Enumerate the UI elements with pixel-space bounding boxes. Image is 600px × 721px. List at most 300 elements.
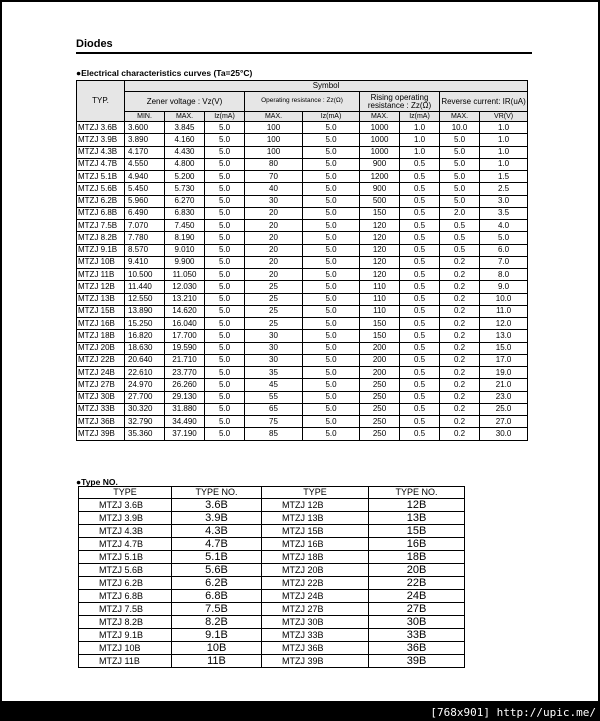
type-model-cell: MTZJ 22B bbox=[262, 577, 369, 590]
type-model-cell: MTZJ 5.6B bbox=[79, 564, 172, 577]
type-model-cell: MTZJ 9.1B bbox=[79, 629, 172, 642]
value-cell: 30 bbox=[245, 330, 303, 342]
value-cell: 26.260 bbox=[165, 379, 205, 391]
value-cell: 0.5 bbox=[440, 244, 480, 256]
table-row bbox=[77, 342, 528, 354]
type-number-cell: 22B bbox=[369, 577, 465, 590]
model-cell: MTZJ 3.9B bbox=[77, 134, 125, 146]
value-cell: 1200 bbox=[360, 171, 400, 183]
value-cell: 0.5 bbox=[400, 158, 440, 170]
sub-header: MAX. bbox=[165, 112, 205, 122]
value-cell: 5.0 bbox=[205, 305, 245, 317]
value-cell: 7.070 bbox=[125, 220, 165, 232]
model-cell: MTZJ 18B bbox=[77, 330, 125, 342]
type-number-cell: 11B bbox=[172, 655, 262, 668]
value-cell: 100 bbox=[245, 134, 303, 146]
value-cell: 9.0 bbox=[480, 281, 528, 293]
table-row bbox=[77, 416, 528, 428]
value-cell: 5.0 bbox=[205, 330, 245, 342]
value-cell: 500 bbox=[360, 195, 400, 207]
value-cell: 5.0 bbox=[303, 293, 360, 305]
value-cell: 5.0 bbox=[303, 305, 360, 317]
table-row bbox=[79, 577, 465, 590]
type-number-cell: 12B bbox=[369, 499, 465, 512]
value-cell: 5.0 bbox=[205, 244, 245, 256]
value-cell: 5.0 bbox=[205, 318, 245, 330]
value-cell: 5.0 bbox=[303, 195, 360, 207]
value-cell: 30 bbox=[245, 342, 303, 354]
value-cell: 200 bbox=[360, 342, 400, 354]
value-cell: 3.0 bbox=[480, 195, 528, 207]
value-cell: 250 bbox=[360, 403, 400, 415]
value-cell: 0.5 bbox=[400, 281, 440, 293]
value-cell: 5.0 bbox=[205, 195, 245, 207]
value-cell: 17.700 bbox=[165, 330, 205, 342]
sub-header: Iz(mA) bbox=[400, 112, 440, 122]
value-cell: 5.0 bbox=[205, 158, 245, 170]
value-cell: 5.730 bbox=[165, 183, 205, 195]
table-row bbox=[77, 158, 528, 170]
value-cell: 5.0 bbox=[440, 183, 480, 195]
value-cell: 5.0 bbox=[205, 146, 245, 158]
table-row bbox=[77, 183, 528, 195]
header-rule bbox=[76, 52, 532, 54]
value-cell: 110 bbox=[360, 305, 400, 317]
value-cell: 8.570 bbox=[125, 244, 165, 256]
table-row bbox=[79, 616, 465, 629]
type-model-cell: MTZJ 16B bbox=[262, 538, 369, 551]
value-cell: 23.0 bbox=[480, 391, 528, 403]
type-model-cell: MTZJ 7.5B bbox=[79, 603, 172, 616]
value-cell: 5.0 bbox=[440, 195, 480, 207]
value-cell: 5.0 bbox=[303, 416, 360, 428]
value-cell: 0.5 bbox=[400, 183, 440, 195]
type-model-cell: MTZJ 24B bbox=[262, 590, 369, 603]
value-cell: 29.130 bbox=[165, 391, 205, 403]
value-cell: 250 bbox=[360, 428, 400, 440]
type-no-header: TYPE NO. bbox=[172, 487, 262, 499]
value-cell: 34.490 bbox=[165, 416, 205, 428]
type-number-cell: 18B bbox=[369, 551, 465, 564]
type-model-cell: MTZJ 33B bbox=[262, 629, 369, 642]
value-cell: 0.5 bbox=[400, 244, 440, 256]
type-model-cell: MTZJ 6.8B bbox=[79, 590, 172, 603]
value-cell: 20 bbox=[245, 220, 303, 232]
type-number-cell: 16B bbox=[369, 538, 465, 551]
value-cell: 5.0 bbox=[303, 244, 360, 256]
value-cell: 1.0 bbox=[480, 158, 528, 170]
type-number-cell: 3.9B bbox=[172, 512, 262, 525]
value-cell: 5.0 bbox=[303, 403, 360, 415]
value-cell: 0.2 bbox=[440, 330, 480, 342]
type-model-cell: MTZJ 8.2B bbox=[79, 616, 172, 629]
type-number-cell: 33B bbox=[369, 629, 465, 642]
value-cell: 15.0 bbox=[480, 342, 528, 354]
value-cell: 5.0 bbox=[440, 171, 480, 183]
value-cell: 5.0 bbox=[205, 281, 245, 293]
table-row bbox=[79, 538, 465, 551]
type-model-cell: MTZJ 27B bbox=[262, 603, 369, 616]
value-cell: 25.0 bbox=[480, 403, 528, 415]
watermark-label: [768x901] http://upic.me/ bbox=[430, 706, 596, 719]
value-cell: 25 bbox=[245, 318, 303, 330]
value-cell: 0.5 bbox=[400, 330, 440, 342]
model-cell: MTZJ 15B bbox=[77, 305, 125, 317]
model-cell: MTZJ 33B bbox=[77, 403, 125, 415]
model-cell: MTZJ 20B bbox=[77, 342, 125, 354]
value-cell: 5.0 bbox=[440, 146, 480, 158]
value-cell: 12.0 bbox=[480, 318, 528, 330]
type-number-cell: 3.6B bbox=[172, 499, 262, 512]
value-cell: 8.0 bbox=[480, 269, 528, 281]
type-number-table bbox=[78, 486, 465, 668]
sub-header: MAX. bbox=[440, 112, 480, 122]
value-cell: 3.600 bbox=[125, 122, 165, 134]
value-cell: 0.5 bbox=[400, 293, 440, 305]
value-cell: 0.5 bbox=[400, 367, 440, 379]
datasheet-page bbox=[2, 2, 598, 701]
value-cell: 20 bbox=[245, 269, 303, 281]
value-cell: 120 bbox=[360, 232, 400, 244]
value-cell: 2.0 bbox=[440, 207, 480, 219]
value-cell: 5.0 bbox=[303, 183, 360, 195]
value-cell: 1.0 bbox=[400, 122, 440, 134]
type-number-cell: 5.6B bbox=[172, 564, 262, 577]
characteristics-title: ●Electrical characteristics curves (Ta=25°C) bbox=[76, 68, 253, 78]
type-header: TYPE bbox=[79, 487, 172, 499]
value-cell: 0.2 bbox=[440, 391, 480, 403]
value-cell: 0.2 bbox=[440, 269, 480, 281]
type-model-cell: MTZJ 4.7B bbox=[79, 538, 172, 551]
value-cell: 0.5 bbox=[440, 220, 480, 232]
value-cell: 3.5 bbox=[480, 207, 528, 219]
sub-header: MAX. bbox=[245, 112, 303, 122]
value-cell: 4.160 bbox=[165, 134, 205, 146]
type-model-cell: MTZJ 3.9B bbox=[79, 512, 172, 525]
value-cell: 0.2 bbox=[440, 379, 480, 391]
value-cell: 27.700 bbox=[125, 391, 165, 403]
value-cell: 6.270 bbox=[165, 195, 205, 207]
type-number-body bbox=[79, 499, 465, 668]
type-number-cell: 13B bbox=[369, 512, 465, 525]
typ-header: TYP. bbox=[77, 81, 125, 122]
zener-voltage-header: Zener voltage : Vz(V) bbox=[125, 92, 245, 112]
table-row bbox=[77, 244, 528, 256]
sub-header: MAX. bbox=[360, 112, 400, 122]
value-cell: 32.790 bbox=[125, 416, 165, 428]
value-cell: 120 bbox=[360, 269, 400, 281]
value-cell: 9.010 bbox=[165, 244, 205, 256]
value-cell: 14.620 bbox=[165, 305, 205, 317]
value-cell: 0.5 bbox=[400, 305, 440, 317]
value-cell: 10.0 bbox=[480, 293, 528, 305]
value-cell: 5.450 bbox=[125, 183, 165, 195]
table-row bbox=[79, 590, 465, 603]
value-cell: 5.0 bbox=[303, 146, 360, 158]
model-cell: MTZJ 7.5B bbox=[77, 220, 125, 232]
model-cell: MTZJ 30B bbox=[77, 391, 125, 403]
value-cell: 0.2 bbox=[440, 318, 480, 330]
value-cell: 12.030 bbox=[165, 281, 205, 293]
value-cell: 5.0 bbox=[205, 269, 245, 281]
sub-header: VR(V) bbox=[480, 112, 528, 122]
table-row bbox=[77, 232, 528, 244]
table-row bbox=[79, 564, 465, 577]
value-cell: 0.5 bbox=[440, 232, 480, 244]
value-cell: 30.0 bbox=[480, 428, 528, 440]
value-cell: 0.5 bbox=[400, 416, 440, 428]
characteristics-table bbox=[76, 80, 528, 441]
type-number-cell: 15B bbox=[369, 525, 465, 538]
value-cell: 0.5 bbox=[400, 256, 440, 268]
value-cell: 31.880 bbox=[165, 403, 205, 415]
value-cell: 7.450 bbox=[165, 220, 205, 232]
value-cell: 150 bbox=[360, 330, 400, 342]
value-cell: 120 bbox=[360, 220, 400, 232]
value-cell: 65 bbox=[245, 403, 303, 415]
value-cell: 20 bbox=[245, 244, 303, 256]
value-cell: 75 bbox=[245, 416, 303, 428]
value-cell: 25 bbox=[245, 281, 303, 293]
value-cell: 35.360 bbox=[125, 428, 165, 440]
table-row bbox=[77, 256, 528, 268]
value-cell: 0.2 bbox=[440, 305, 480, 317]
value-cell: 5.0 bbox=[205, 293, 245, 305]
value-cell: 120 bbox=[360, 256, 400, 268]
value-cell: 35 bbox=[245, 367, 303, 379]
value-cell: 5.0 bbox=[303, 220, 360, 232]
value-cell: 5.0 bbox=[303, 269, 360, 281]
type-model-cell: MTZJ 13B bbox=[262, 512, 369, 525]
model-cell: MTZJ 22B bbox=[77, 354, 125, 366]
table-row bbox=[79, 629, 465, 642]
value-cell: 18.630 bbox=[125, 342, 165, 354]
value-cell: 0.5 bbox=[400, 318, 440, 330]
table-row bbox=[77, 207, 528, 219]
model-cell: MTZJ 10B bbox=[77, 256, 125, 268]
value-cell: 20 bbox=[245, 232, 303, 244]
value-cell: 0.5 bbox=[400, 269, 440, 281]
type-number-cell: 8.2B bbox=[172, 616, 262, 629]
value-cell: 30.320 bbox=[125, 403, 165, 415]
value-cell: 20 bbox=[245, 256, 303, 268]
value-cell: 4.430 bbox=[165, 146, 205, 158]
value-cell: 5.0 bbox=[480, 232, 528, 244]
value-cell: 5.0 bbox=[205, 428, 245, 440]
table-row bbox=[77, 122, 528, 134]
value-cell: 5.0 bbox=[205, 379, 245, 391]
value-cell: 4.550 bbox=[125, 158, 165, 170]
type-number-cell: 7.5B bbox=[172, 603, 262, 616]
model-cell: MTZJ 27B bbox=[77, 379, 125, 391]
model-cell: MTZJ 11B bbox=[77, 269, 125, 281]
value-cell: 5.0 bbox=[303, 354, 360, 366]
model-cell: MTZJ 12B bbox=[77, 281, 125, 293]
value-cell: 5.0 bbox=[205, 416, 245, 428]
value-cell: 110 bbox=[360, 293, 400, 305]
type-model-cell: MTZJ 39B bbox=[262, 655, 369, 668]
value-cell: 5.0 bbox=[303, 232, 360, 244]
type-number-cell: 5.1B bbox=[172, 551, 262, 564]
value-cell: 0.2 bbox=[440, 354, 480, 366]
value-cell: 5.0 bbox=[205, 232, 245, 244]
value-cell: 100 bbox=[245, 122, 303, 134]
value-cell: 5.0 bbox=[303, 342, 360, 354]
table-row bbox=[77, 171, 528, 183]
value-cell: 6.490 bbox=[125, 207, 165, 219]
type-model-cell: MTZJ 15B bbox=[262, 525, 369, 538]
value-cell: 120 bbox=[360, 244, 400, 256]
value-cell: 150 bbox=[360, 318, 400, 330]
value-cell: 55 bbox=[245, 391, 303, 403]
model-cell: MTZJ 3.6B bbox=[77, 122, 125, 134]
value-cell: 5.0 bbox=[205, 367, 245, 379]
model-cell: MTZJ 9.1B bbox=[77, 244, 125, 256]
value-cell: 0.5 bbox=[400, 391, 440, 403]
value-cell: 5.0 bbox=[440, 158, 480, 170]
sub-header: Iz(mA) bbox=[205, 112, 245, 122]
rising-resistance-header: Rising operating resistance : Zz(Ω) bbox=[360, 92, 440, 112]
value-cell: 11.440 bbox=[125, 281, 165, 293]
value-cell: 9.900 bbox=[165, 256, 205, 268]
value-cell: 900 bbox=[360, 158, 400, 170]
value-cell: 80 bbox=[245, 158, 303, 170]
value-cell: 2.5 bbox=[480, 183, 528, 195]
value-cell: 0.5 bbox=[400, 232, 440, 244]
value-cell: 5.0 bbox=[303, 207, 360, 219]
value-cell: 5.0 bbox=[205, 122, 245, 134]
type-model-cell: MTZJ 12B bbox=[262, 499, 369, 512]
model-cell: MTZJ 4.3B bbox=[77, 146, 125, 158]
value-cell: 25 bbox=[245, 305, 303, 317]
value-cell: 0.2 bbox=[440, 416, 480, 428]
table-row bbox=[77, 367, 528, 379]
value-cell: 13.210 bbox=[165, 293, 205, 305]
value-cell: 4.170 bbox=[125, 146, 165, 158]
type-model-cell: MTZJ 18B bbox=[262, 551, 369, 564]
value-cell: 40 bbox=[245, 183, 303, 195]
value-cell: 17.0 bbox=[480, 354, 528, 366]
type-no-title: ●Type NO. bbox=[76, 477, 118, 487]
value-cell: 250 bbox=[360, 391, 400, 403]
value-cell: 12.550 bbox=[125, 293, 165, 305]
value-cell: 25 bbox=[245, 293, 303, 305]
symbol-header: Symbol bbox=[125, 81, 528, 92]
value-cell: 5.0 bbox=[205, 183, 245, 195]
value-cell: 0.5 bbox=[400, 403, 440, 415]
table-row bbox=[77, 391, 528, 403]
table-row bbox=[77, 293, 528, 305]
sub-header: MIN. bbox=[125, 112, 165, 122]
type-model-cell: MTZJ 20B bbox=[262, 564, 369, 577]
value-cell: 0.5 bbox=[400, 428, 440, 440]
value-cell: 21.710 bbox=[165, 354, 205, 366]
type-model-cell: MTZJ 3.6B bbox=[79, 499, 172, 512]
table-row bbox=[79, 642, 465, 655]
table-row bbox=[77, 428, 528, 440]
value-cell: 5.0 bbox=[205, 134, 245, 146]
value-cell: 1.5 bbox=[480, 171, 528, 183]
value-cell: 1000 bbox=[360, 146, 400, 158]
value-cell: 5.0 bbox=[205, 207, 245, 219]
model-cell: MTZJ 4.7B bbox=[77, 158, 125, 170]
value-cell: 7.0 bbox=[480, 256, 528, 268]
value-cell: 3.890 bbox=[125, 134, 165, 146]
value-cell: 100 bbox=[245, 146, 303, 158]
value-cell: 5.0 bbox=[205, 256, 245, 268]
value-cell: 4.800 bbox=[165, 158, 205, 170]
value-cell: 5.0 bbox=[205, 342, 245, 354]
value-cell: 0.5 bbox=[400, 207, 440, 219]
value-cell: 5.960 bbox=[125, 195, 165, 207]
value-cell: 110 bbox=[360, 281, 400, 293]
value-cell: 22.610 bbox=[125, 367, 165, 379]
value-cell: 0.5 bbox=[400, 379, 440, 391]
type-model-cell: MTZJ 4.3B bbox=[79, 525, 172, 538]
type-header: TYPE bbox=[262, 487, 369, 499]
value-cell: 8.190 bbox=[165, 232, 205, 244]
model-cell: MTZJ 13B bbox=[77, 293, 125, 305]
value-cell: 37.190 bbox=[165, 428, 205, 440]
value-cell: 27.0 bbox=[480, 416, 528, 428]
value-cell: 20 bbox=[245, 207, 303, 219]
value-cell: 19.590 bbox=[165, 342, 205, 354]
table-row bbox=[77, 269, 528, 281]
value-cell: 0.5 bbox=[400, 220, 440, 232]
table-row bbox=[77, 220, 528, 232]
value-cell: 250 bbox=[360, 416, 400, 428]
table-row bbox=[77, 318, 528, 330]
value-cell: 0.2 bbox=[440, 403, 480, 415]
value-cell: 16.040 bbox=[165, 318, 205, 330]
value-cell: 3.845 bbox=[165, 122, 205, 134]
table-row bbox=[77, 379, 528, 391]
table-row bbox=[77, 354, 528, 366]
table-row bbox=[79, 655, 465, 668]
value-cell: 5.0 bbox=[440, 134, 480, 146]
model-cell: MTZJ 6.8B bbox=[77, 207, 125, 219]
table-row bbox=[79, 499, 465, 512]
page-title: Diodes bbox=[76, 38, 113, 50]
value-cell: 1.0 bbox=[400, 134, 440, 146]
value-cell: 30 bbox=[245, 354, 303, 366]
value-cell: 6.0 bbox=[480, 244, 528, 256]
table-row bbox=[77, 281, 528, 293]
value-cell: 5.0 bbox=[303, 391, 360, 403]
type-number-cell: 4.3B bbox=[172, 525, 262, 538]
value-cell: 5.0 bbox=[303, 379, 360, 391]
type-model-cell: MTZJ 10B bbox=[79, 642, 172, 655]
type-number-cell: 6.8B bbox=[172, 590, 262, 603]
table-row bbox=[77, 403, 528, 415]
model-cell: MTZJ 8.2B bbox=[77, 232, 125, 244]
value-cell: 5.0 bbox=[303, 158, 360, 170]
value-cell: 900 bbox=[360, 183, 400, 195]
value-cell: 5.0 bbox=[303, 318, 360, 330]
value-cell: 0.2 bbox=[440, 342, 480, 354]
model-cell: MTZJ 36B bbox=[77, 416, 125, 428]
value-cell: 200 bbox=[360, 367, 400, 379]
value-cell: 0.5 bbox=[400, 354, 440, 366]
type-number-cell: 20B bbox=[369, 564, 465, 577]
value-cell: 5.0 bbox=[303, 122, 360, 134]
type-number-cell: 10B bbox=[172, 642, 262, 655]
value-cell: 200 bbox=[360, 354, 400, 366]
table-row bbox=[79, 603, 465, 616]
table-row bbox=[77, 330, 528, 342]
value-cell: 11.050 bbox=[165, 269, 205, 281]
value-cell: 0.2 bbox=[440, 256, 480, 268]
